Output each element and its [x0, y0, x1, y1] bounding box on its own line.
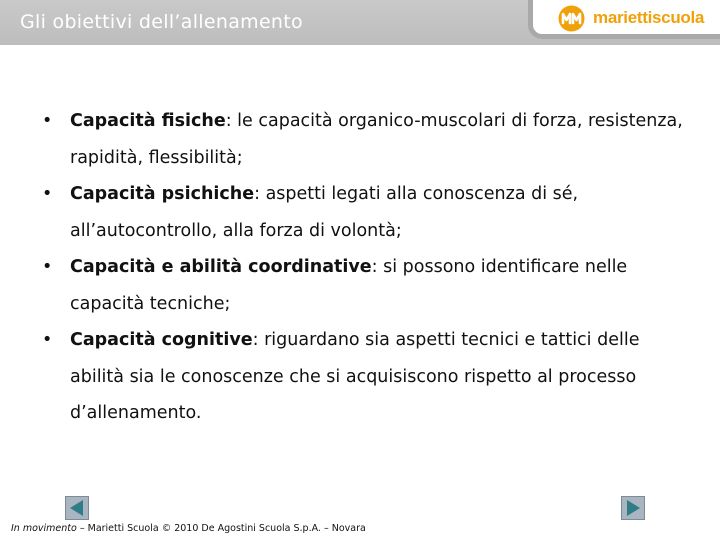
marietti-logo-icon — [557, 4, 586, 33]
list-item — [40, 103, 690, 176]
slide-title: Gli obiettivi dell’allenamento — [20, 11, 303, 33]
bullet-term: Capacità cognitive — [70, 330, 253, 350]
footer-credits — [11, 523, 366, 534]
bullet-text: : aspetti legati alla conoscenza di sé, all’autocontrollo, alla forza di volontà; — [70, 184, 579, 241]
footer-copyright: – Marietti Scuola © 2010 De Agostini Scuola S.p.A. – Novara — [76, 523, 366, 534]
brand-badge — [528, 0, 720, 39]
previous-slide-button[interactable] — [65, 496, 89, 520]
header-bar — [0, 0, 720, 45]
triangle-left-icon — [66, 497, 88, 519]
bullet-icon: • — [42, 184, 53, 204]
next-slide-button[interactable] — [621, 496, 645, 520]
bullet-icon: • — [42, 111, 53, 131]
triangle-right-icon — [622, 497, 644, 519]
bullet-term: Capacità fisiche — [70, 111, 226, 131]
bullet-icon: • — [42, 330, 53, 350]
bullet-text: : riguardano sia aspetti tecnici e tattici delle abilità sia le conoscenze che si acquisiscono rispetto al processo d’allenamento. — [70, 330, 640, 423]
bullet-text: : le capacità organico-muscolari di forza, resistenza, rapidità, flessibilità; — [70, 111, 683, 168]
bullet-text: : si possono identificare nelle capacità tecniche; — [70, 257, 628, 314]
bullet-term: Capacità psichiche — [70, 184, 255, 204]
bullet-term: Capacità e abilità coordinative — [70, 257, 372, 277]
bullet-list — [40, 103, 690, 432]
list-item — [40, 249, 690, 322]
list-item — [40, 322, 690, 432]
list-item — [40, 176, 690, 249]
footer-book-title: In movimento — [11, 523, 77, 534]
bullet-icon: • — [42, 257, 53, 277]
brand-name: mariettiscuola — [593, 8, 705, 27]
